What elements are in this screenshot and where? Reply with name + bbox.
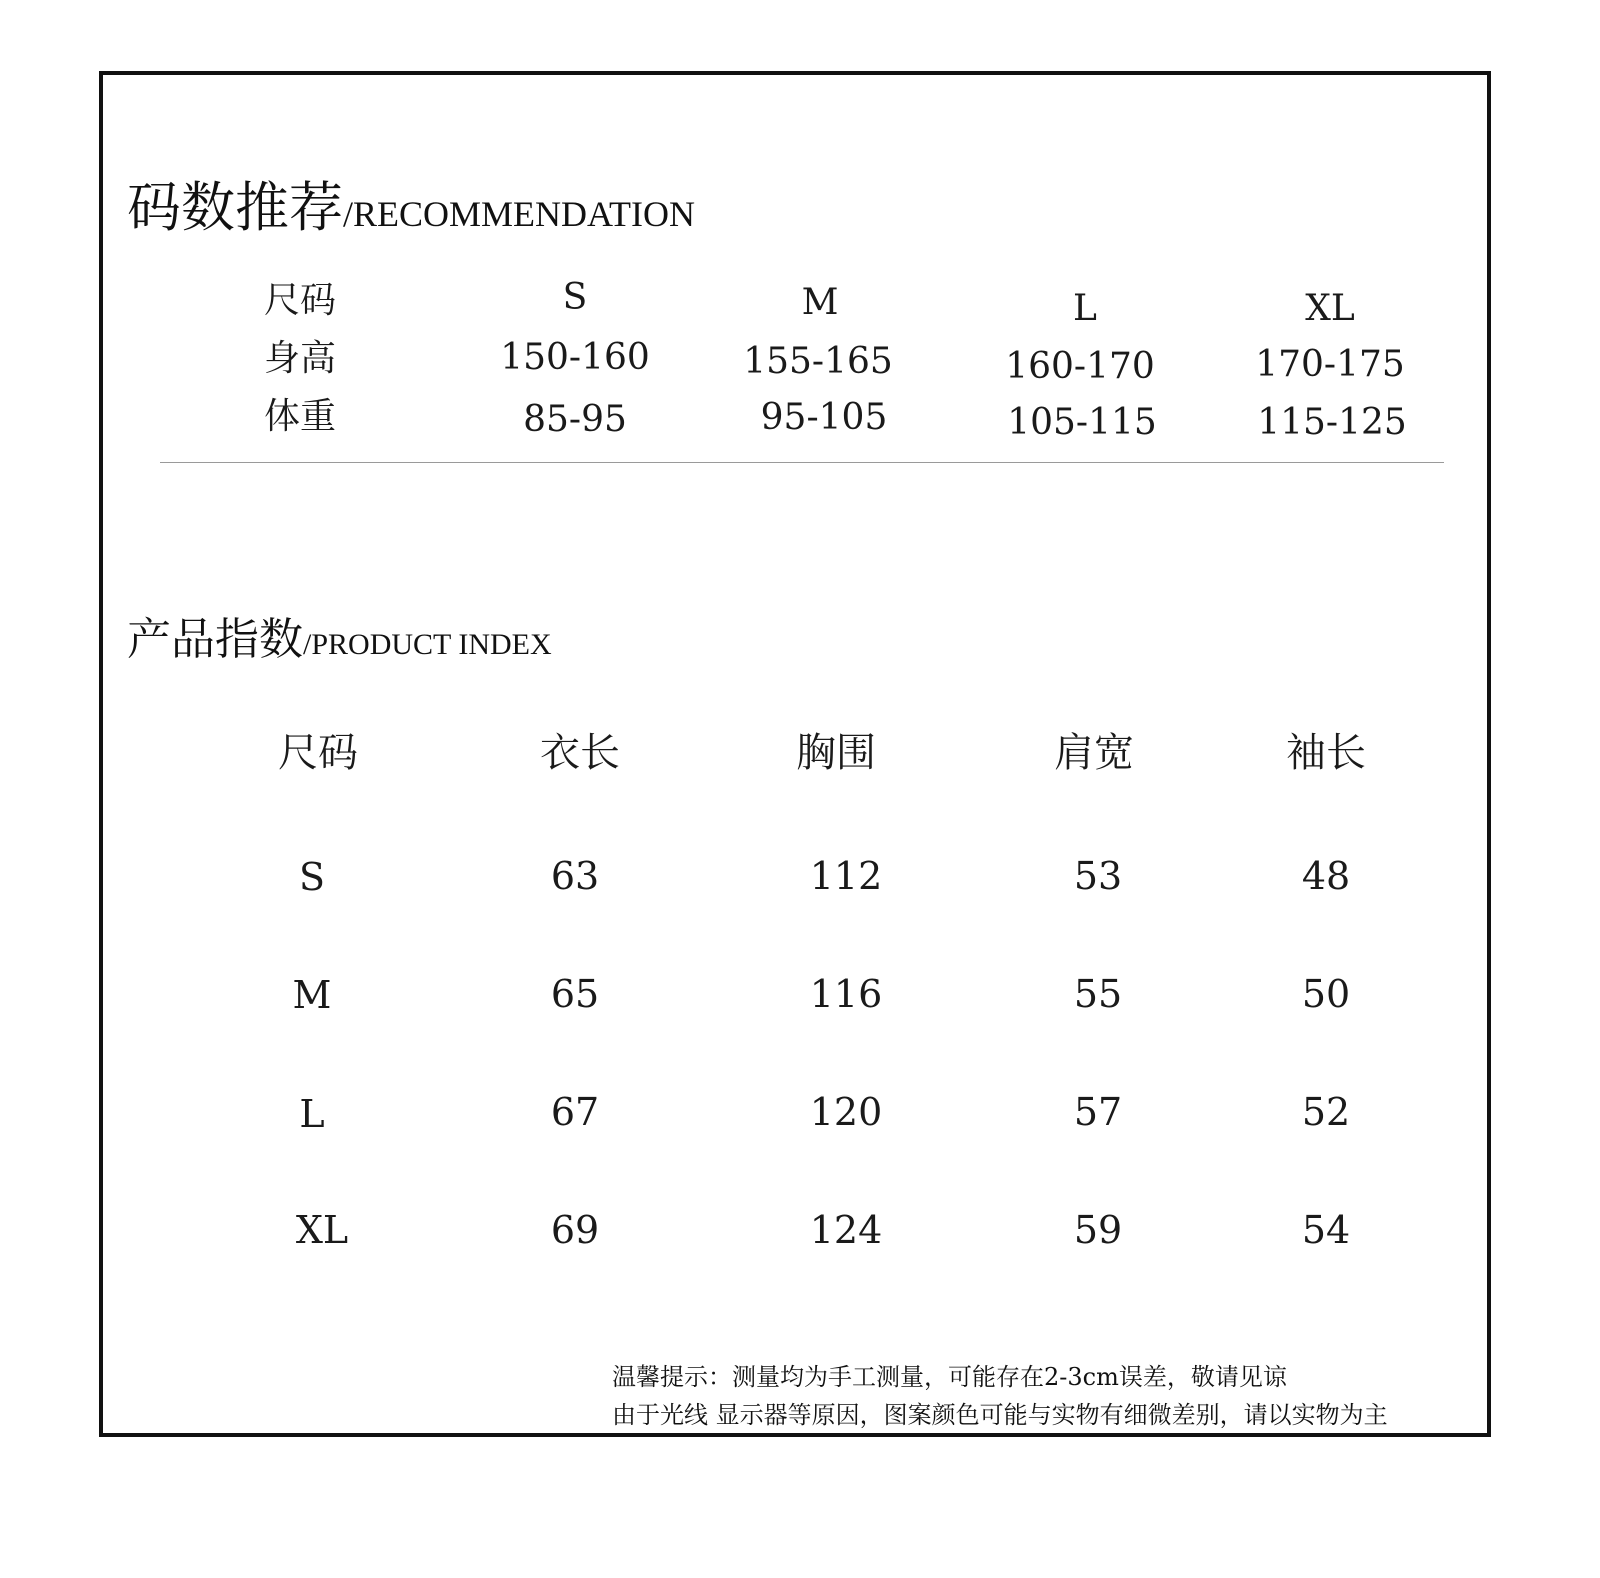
idx-cell-l-length: 67 — [550, 1090, 600, 1134]
idx-cell-l-shoulder: 57 — [1073, 1090, 1123, 1134]
rec-row-label-size: 尺码 — [263, 280, 337, 321]
rec-cell-weight-l: 105-115 — [1007, 402, 1157, 443]
rec-cell-size-m: M — [801, 282, 839, 323]
idx-cell-xl-chest: 124 — [809, 1208, 883, 1252]
rec-row-label-weight: 体重 — [263, 396, 337, 437]
product-index-title-cn: 产品指数 — [127, 614, 303, 665]
recommendation-title — [127, 165, 695, 242]
idx-cell-m-length: 65 — [550, 972, 600, 1016]
idx-cell-m-size: M — [292, 973, 332, 1017]
idx-cell-s-length: 63 — [550, 854, 600, 898]
idx-cell-s-size: S — [298, 855, 326, 899]
idx-cell-l-chest: 120 — [809, 1090, 883, 1134]
rec-cell-size-s: S — [562, 277, 588, 318]
idx-cell-xl-length: 69 — [550, 1208, 600, 1252]
rec-cell-weight-m: 95-105 — [760, 397, 888, 438]
idx-cell-m-chest: 116 — [809, 972, 883, 1016]
rec-cell-weight-xl: 115-125 — [1257, 402, 1407, 443]
idx-cell-s-sleeve: 48 — [1301, 854, 1351, 898]
recommendation-title-cn: 码数推荐 — [127, 176, 343, 239]
idx-cell-xl-shoulder: 59 — [1073, 1208, 1123, 1252]
rec-cell-weight-s: 85-95 — [523, 399, 627, 440]
product-index-title-en: PRODUCT INDEX — [311, 628, 552, 661]
rec-cell-height-s: 150-160 — [500, 337, 650, 378]
rec-cell-size-l: L — [1073, 288, 1097, 329]
recommendation-title-en: RECOMMENDATION — [353, 194, 696, 234]
idx-cell-l-size: L — [299, 1092, 325, 1136]
idx-header-length: 衣长 — [540, 730, 620, 776]
recommendation-title-sep: / — [343, 194, 354, 234]
idx-header-chest: 胸围 — [796, 730, 876, 776]
section-divider — [160, 462, 1444, 463]
rec-cell-size-xl: XL — [1305, 288, 1355, 329]
idx-cell-s-shoulder: 53 — [1073, 854, 1123, 898]
rec-cell-height-l: 160-170 — [1005, 346, 1155, 387]
idx-cell-xl-size: XL — [295, 1208, 349, 1252]
idx-cell-m-sleeve: 50 — [1301, 972, 1351, 1016]
rec-cell-height-m: 155-165 — [743, 341, 893, 382]
rec-cell-height-xl: 170-175 — [1255, 344, 1405, 385]
idx-header-sleeve: 袖长 — [1286, 730, 1366, 776]
idx-cell-m-shoulder: 55 — [1073, 972, 1123, 1016]
idx-cell-l-sleeve: 52 — [1301, 1090, 1351, 1134]
idx-cell-s-chest: 112 — [809, 854, 883, 898]
color-note: 由于光线 显示器等原因，图案颜色可能与实物有细微差别，请以实物为主 — [612, 1401, 1388, 1429]
idx-cell-xl-sleeve: 54 — [1301, 1208, 1351, 1252]
idx-header-shoulder: 肩宽 — [1054, 730, 1134, 776]
measurement-note: 温馨提示：测量均为手工测量，可能存在2-3cm误差，敬请见谅 — [612, 1363, 1287, 1391]
idx-header-size: 尺码 — [278, 730, 358, 776]
product-index-title-sep: / — [303, 628, 312, 661]
rec-row-label-height: 身高 — [263, 338, 337, 379]
product-index-title — [127, 603, 552, 667]
